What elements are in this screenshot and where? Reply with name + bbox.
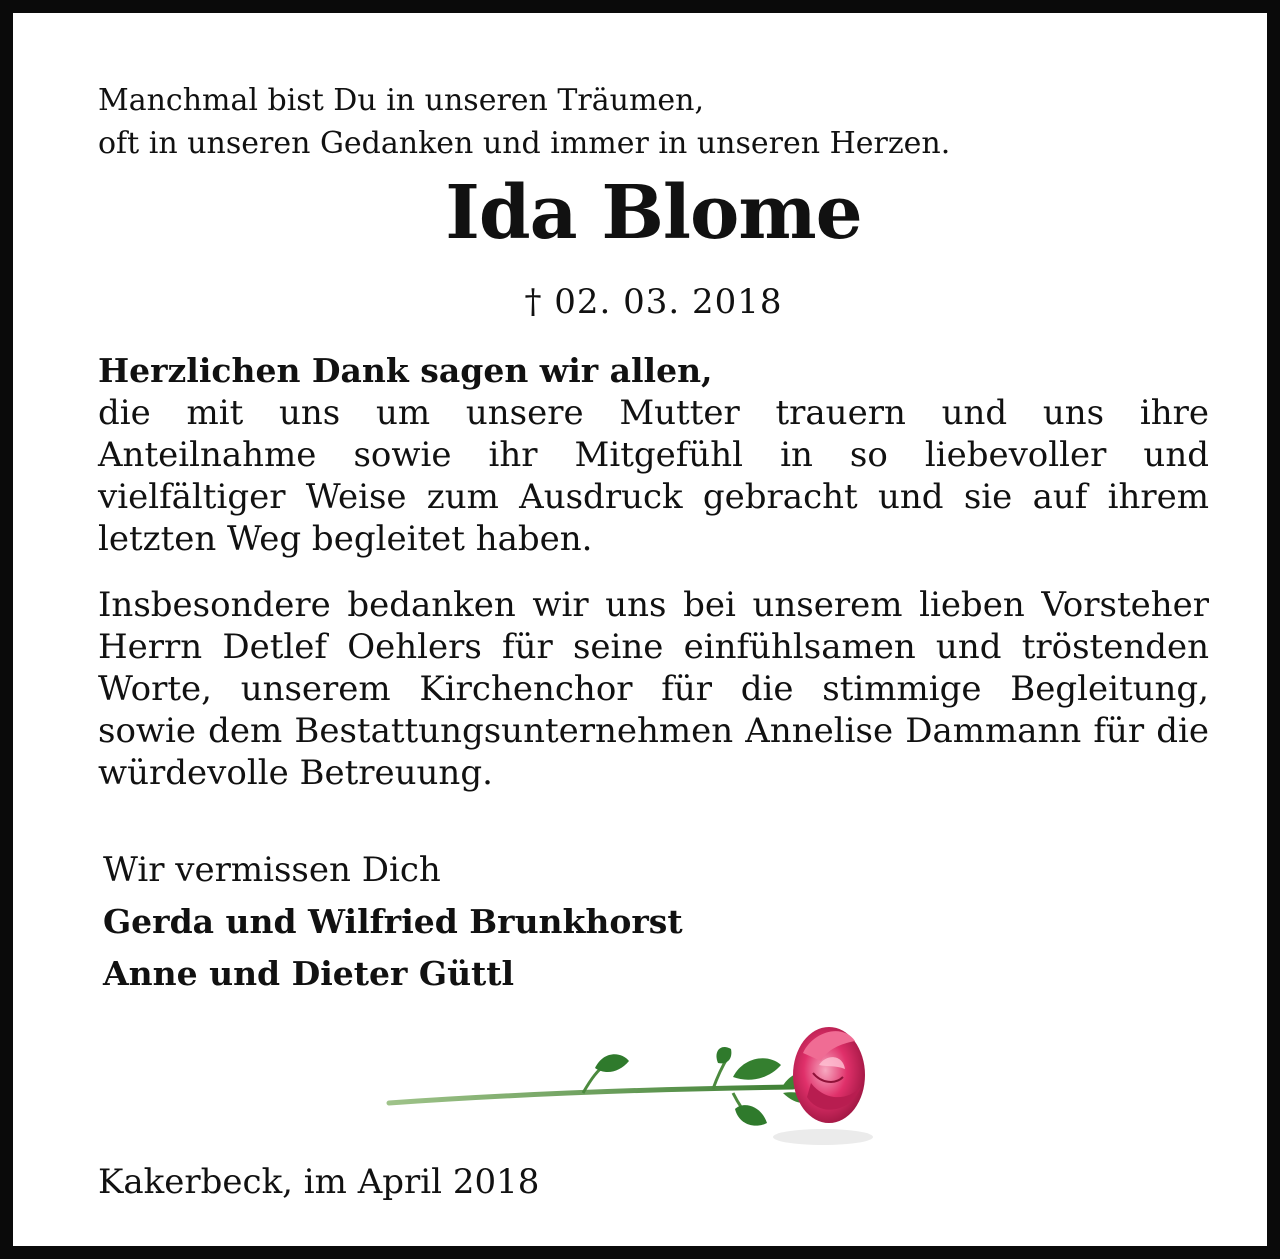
thanks-heading: Herzlichen Dank sagen wir allen,	[98, 351, 713, 390]
signoff-family-1: Gerda und Wilfried Brunkhorst	[103, 902, 683, 941]
rose-icon	[383, 1013, 873, 1158]
signoff-family-2: Anne und Dieter Güttl	[103, 954, 515, 993]
signoff-intro: Wir vermissen Dich	[103, 850, 441, 890]
death-date: † 02. 03. 2018	[524, 282, 783, 322]
motto-line-2: oft in unseren Gedanken und immer in unseren Herzen.	[98, 126, 951, 161]
signoff	[98, 844, 1209, 1000]
motto-line-1: Manchmal bist Du in unseren Träumen,	[98, 83, 705, 118]
obituary-content	[98, 79, 1209, 1000]
deceased-name: Ida Blome	[445, 170, 862, 256]
thanks-paragraph-1: die mit uns um unsere Mutter trauern und uns ihre Anteilnahme sowie ihr Mitgefühl in so liebevoller und vielfältiger Weise zum Ausdruck gebracht und sie auf ihrem letzten Weg begleitet haben.	[98, 393, 1209, 559]
thanks-paragraph-2: Insbesondere bedanken wir uns bei unserem lieben Vorsteher Herrn Detlef Oehlers für seine einfühlsamen und tröstenden Worte, unserem Kirchenchor für die stimmige Begleitung, sowie dem Bestattungsunternehmen Annelise Dammann für die würdevolle Betreuung.	[98, 585, 1209, 793]
place-and-date: Kakerbeck, im April 2018	[98, 1162, 540, 1202]
